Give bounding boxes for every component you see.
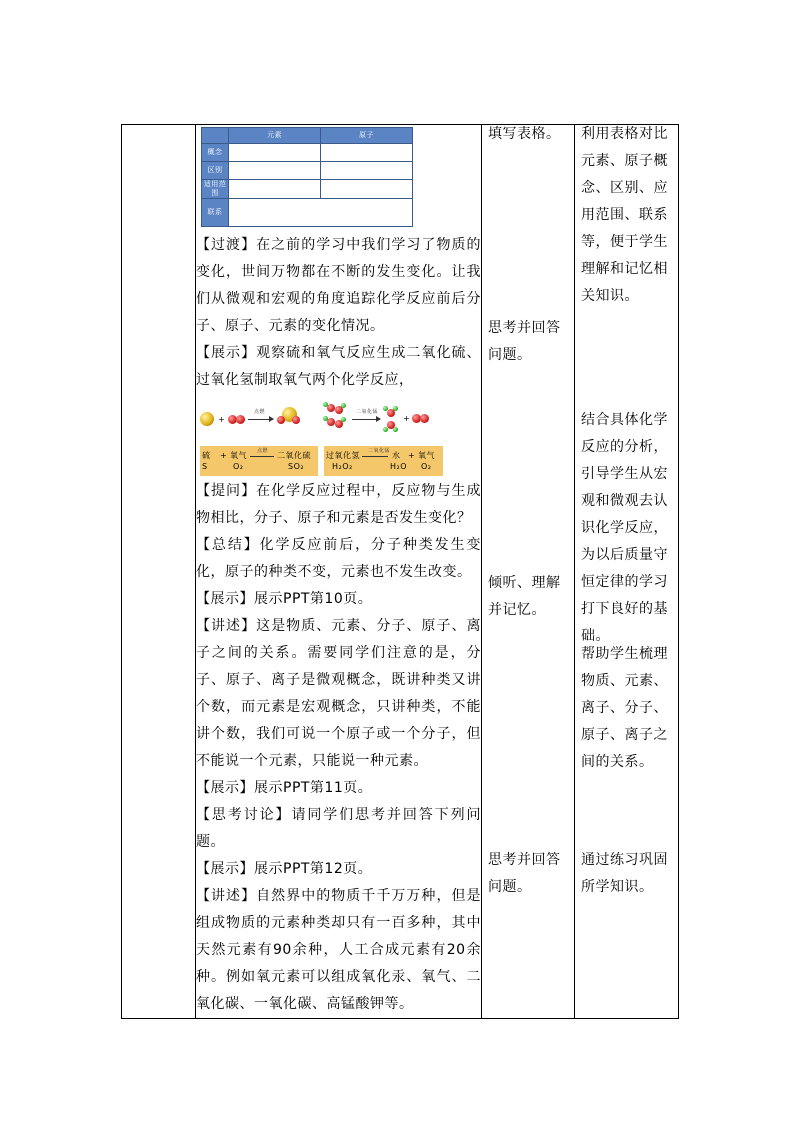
student-activity-cell [482, 125, 575, 1019]
show-paragraph: 【展示】观察硫和氧气反应生成二氧化硫、过氧化氢制取氧气两个化学反应， [196, 345, 481, 388]
design-intent-cell [575, 125, 679, 1019]
comparison-table-figure [201, 127, 413, 227]
intent-table-compare: 利用表格对比元素、原子概念、区别、应用范围、联系等，便于学生理解和记忆相关知识。 [581, 126, 668, 304]
lecture-elements-paragraph: 【讲述】自然界中的物质千千万万种，但是组成物质的元素种类却只有一百多种，其中天然元素有90余种，人工合成元素有20余种。例如氧元素可以组成氧化汞、氧气、二氧化碳、一氧化碳、高锰酸钾等。 [196, 888, 481, 1012]
condition-catalyst-top: 二氧化锰 [356, 409, 379, 415]
student-think-answer-1: 思考并回答问题。 [488, 320, 561, 363]
show-ppt12-paragraph: 【展示】展示PPT第12页。 [196, 861, 373, 877]
equation-banner-peroxide: 过氧化氢 H₂O₂ 二氧化锰 水 H₂O + 氧气 O₂ [324, 446, 443, 476]
header-element: 元素 [229, 128, 321, 144]
blank-column [122, 125, 196, 1019]
student-listen-remember: 倾听、理解并记忆。 [488, 575, 561, 618]
summary-paragraph: 【总结】化学反应前后，分子种类发生变化，原子的种类不变，元素也不发生改变。 [196, 537, 481, 580]
row-scope: 适用范围 [202, 180, 229, 199]
equation-banner-sulfur: 硫 S + 氧气 O₂ 点燃 二氧化硫 SO₂ [200, 446, 318, 476]
hydrogen-peroxide-icon [327, 404, 335, 412]
discussion-paragraph: 【思考讨论】请同学们思考并回答下列问题。 [196, 807, 481, 850]
intent-relations: 帮助学生梳理物质、元素、离子、分子、原子、离子之间的关系。 [581, 646, 668, 770]
row-concept: 概念 [202, 144, 229, 162]
row-relation: 联系 [202, 199, 229, 227]
teacher-activity-cell [196, 125, 482, 1019]
condition-ignite-top: 点燃 [254, 409, 266, 415]
lesson-plan-table [121, 124, 679, 1019]
student-think-answer-2: 思考并回答问题。 [488, 852, 561, 895]
intent-reaction-analysis: 结合具体化学反应的分析，引导学生从宏观和微观去认识化学反应，为以后质量守恒定律的学习打下良好的基础。 [581, 412, 668, 644]
transition-paragraph: 【过渡】在之前的学习中我们学习了物质的变化，世间万物都在不断的发生变化。让我们从微观和宏观的角度追踪化学反应前后分子、原子、元素的变化情况。 [196, 237, 481, 334]
sulfur-atom-icon [200, 412, 214, 426]
show-ppt10-paragraph: 【展示】展示PPT第10页。 [196, 591, 373, 607]
show-ppt11-paragraph: 【展示】展示PPT第11页。 [196, 780, 373, 796]
header-atom: 原子 [321, 128, 413, 144]
reaction-illustration: + 点燃 二氧化锰 + 硫 S + 氧气 O₂ 点燃 二氧化硫 SO₂ 过氧化氢 H₂O₂ 二氧化锰 水 H₂O + 氧气 O₂ [196, 402, 481, 476]
intent-practice: 通过练习巩固所学知识。 [581, 852, 668, 895]
student-fill-table: 填写表格。 [488, 126, 561, 142]
reaction-arrow-icon [248, 419, 273, 420]
question-paragraph: 【提问】在化学反应过程中，反应物与生成物相比，分子、原子和元素是否发生变化？ [196, 483, 481, 526]
row-difference: 区别 [202, 162, 229, 180]
lecture-relations-paragraph: 【讲述】这是物质、元素、分子、原子、离子之间的关系。需要同学们注意的是，分子、原子、离子是微观概念，既讲种类又讲个数，而元素是宏观概念，只讲种类，不能讲个数，我们可说一个原子或一个分子，但不能说一个元素，只能说一种元素。 [196, 618, 481, 769]
